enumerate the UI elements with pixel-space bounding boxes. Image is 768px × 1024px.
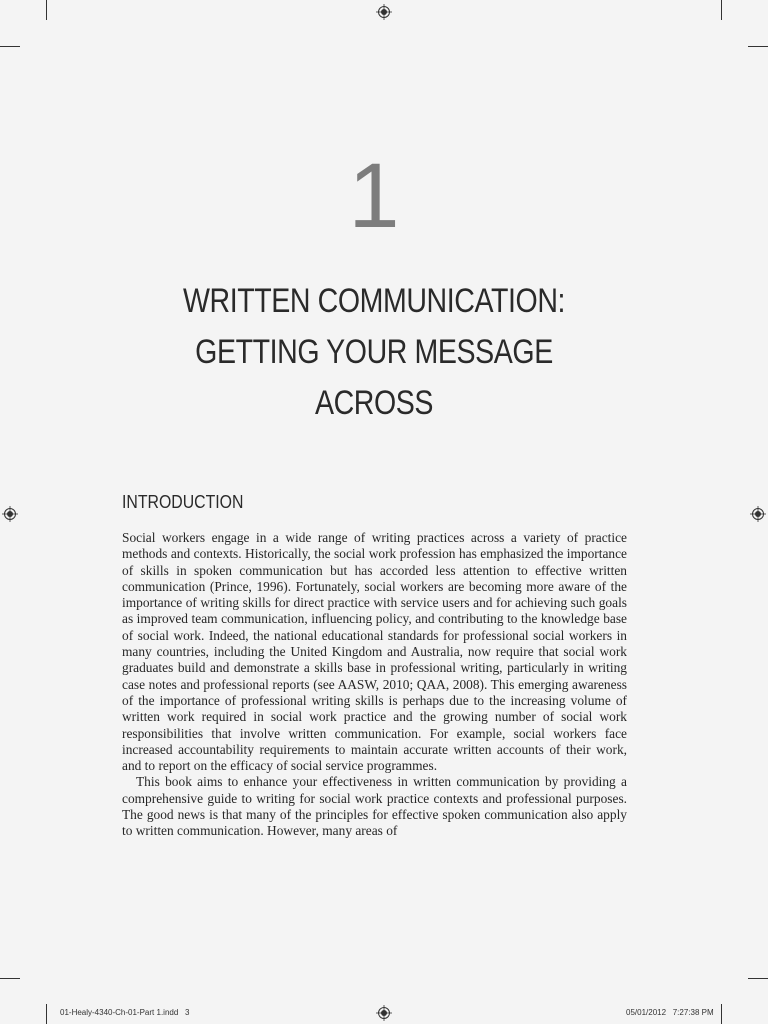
registration-mark-icon [376, 1005, 392, 1021]
body-text [122, 530, 627, 840]
crop-mark [0, 978, 20, 979]
paragraph: This book aims to enhance your effectiveness in written communication by providing a comprehensive guide to writing for social work practice contexts and professional purposes. The good news is that many of the principles for effective spoken communication also apply to written communication. However, many areas of [122, 774, 627, 839]
crop-mark [721, 1004, 722, 1024]
chapter-number: 1 [348, 145, 400, 247]
registration-mark-icon [750, 506, 766, 522]
registration-mark-icon [2, 506, 18, 522]
section-heading: INTRODUCTION [122, 492, 244, 512]
crop-mark [46, 0, 47, 20]
crop-mark [748, 978, 768, 979]
crop-mark [748, 46, 768, 47]
crop-mark [46, 1004, 47, 1024]
paragraph: Social workers engage in a wide range of writing practices across a variety of practice methods and contexts. Historically, the social work profession has emphasized the importance of skills in spoken communication but has accorded less attention to effective written communication (Prince, 1996). Fortunately, social workers are becoming more aware of the importance of writing skills for direct practice with service users and for achieving such goals as improved team communication, influencing policy, and contributing to the knowledge base of social work. Indeed, the national educational standards for professional social workers in many countries, including the United Kingdom and Australia, now require that social work graduates build and demonstrate a skills base in professional writing, particularly in writing case notes and professional reports (see AASW, 2010; QAA, 2008). This emerging awareness of the importance of professional writing skills is perhaps due to the increasing volume of written work required in social work practice and the growing number of social work responsibilities that involve written communication. For example, social workers face increased accountability requirements to maintain accurate written accounts of their work, and to report on the efficacy of social service programmes. [122, 530, 627, 774]
chapter-title: WRITTEN COMMUNICATION: GETTING YOUR MESSAGE ACROSS [182, 282, 566, 422]
slug-file-name: 01-Healy-4340-Ch-01-Part 1.indd 3 [60, 1008, 190, 1017]
slug-timestamp: 05/01/2012 7:27:38 PM [626, 1008, 714, 1017]
crop-mark [0, 46, 20, 47]
registration-mark-icon [376, 4, 392, 20]
crop-mark [721, 0, 722, 20]
